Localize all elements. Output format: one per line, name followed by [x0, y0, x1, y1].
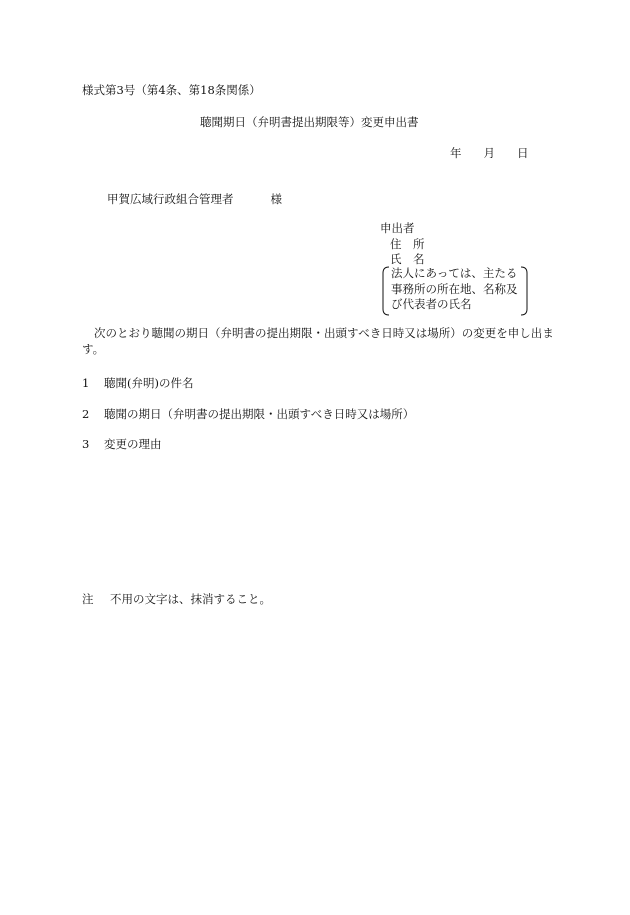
date-year-label: 年 [450, 146, 462, 160]
list-item [82, 437, 162, 452]
item-number: 1 [82, 376, 90, 390]
list-item [82, 376, 193, 391]
date-line [450, 146, 529, 161]
item-number: 3 [82, 437, 90, 451]
date-day-label: 日 [517, 146, 529, 160]
item-text: 聴聞の期日（弁明書の提出期限・出頭すべき日時又は場所） [104, 407, 415, 421]
addressee-name: 甲賀広域行政組合管理者 [107, 192, 234, 206]
document-title: 聴聞期日（弁明書提出期限等）変更申出書 [200, 115, 419, 129]
applicant-heading: 申出者 [380, 221, 415, 235]
applicant-name-label: 氏 名 [390, 252, 425, 266]
item-text: 聴聞(弁明)の件名 [104, 376, 194, 390]
addressee-honorific: 様 [270, 192, 282, 206]
footnote [82, 592, 271, 607]
list-item [82, 407, 414, 422]
body-paragraph: 次のとおり聴聞の期日（弁明書の提出期限・出頭すべき日時又は場所）の変更を申し出ます。 [82, 326, 554, 356]
note-line-2: 事務所の所在地、名称及 [391, 281, 518, 296]
form-number: 様式第3号（第4条、第18条関係） [82, 83, 261, 97]
applicant-address-label: 住 所 [390, 236, 425, 251]
date-month-label: 月 [483, 146, 495, 160]
item-text: 変更の理由 [104, 437, 162, 451]
note-line-3: び代表者の氏名 [391, 297, 472, 311]
footnote-label: 注 [82, 592, 94, 606]
applicant-block [380, 221, 425, 268]
footnote-text: 不用の文字は、抹消すること。 [110, 592, 271, 606]
corporate-note-bracket [381, 266, 529, 316]
note-line-1: 法人にあっては、主たる [391, 266, 518, 280]
addressee [107, 192, 282, 207]
item-number: 2 [82, 407, 90, 421]
